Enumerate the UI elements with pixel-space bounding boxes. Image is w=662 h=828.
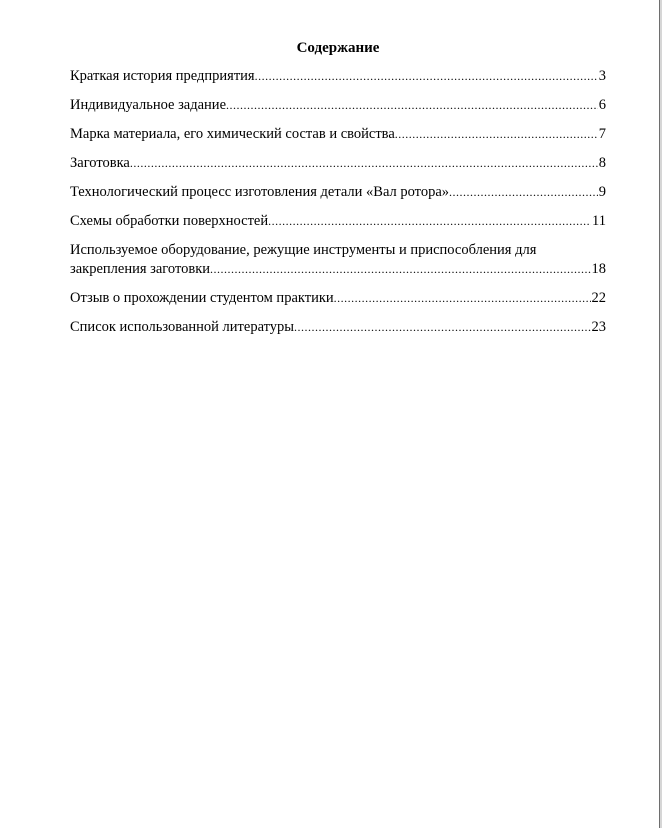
toc-entry-review <box>70 289 606 308</box>
toc-entry-title: Схемы обработки поверхностей <box>70 213 269 229</box>
toc-dot-leader <box>334 289 591 308</box>
toc-entry-title: Технологический процесс изготовления детали «Вал ротора» <box>70 184 450 200</box>
toc-entry-page: 18 <box>591 261 606 277</box>
toc-entry-page: 8 <box>598 155 606 171</box>
toc-dot-leader <box>130 154 598 173</box>
toc-entry-title: Индивидуальное задание <box>70 97 227 113</box>
page-title: Содержание <box>296 40 380 56</box>
toc-entry-page: 6 <box>598 97 606 113</box>
toc-entry-equipment <box>70 241 606 279</box>
toc-dot-leader <box>226 96 598 115</box>
toc-dot-leader <box>210 260 591 279</box>
toc-entry-page: 3 <box>598 68 606 84</box>
toc-dot-leader <box>294 318 590 337</box>
toc-dot-leader <box>395 125 598 144</box>
toc-line <box>70 318 606 337</box>
toc-entry-title: Список использованной литературы <box>70 319 295 335</box>
toc-entry-technological-process <box>70 183 606 202</box>
toc-line <box>70 125 606 144</box>
toc-line <box>70 212 606 231</box>
toc-line <box>70 67 606 86</box>
toc-entry-title: Заготовка <box>70 155 130 171</box>
toc-entry-title: Отзыв о прохождении студентом практики <box>70 290 334 306</box>
toc-dot-leader <box>449 183 598 202</box>
table-of-contents <box>70 67 606 347</box>
toc-entry-individual-task <box>70 96 606 115</box>
toc-line <box>70 260 606 279</box>
toc-entry-page: 11 <box>592 213 606 229</box>
toc-entry-material-grade <box>70 125 606 144</box>
toc-entry-blank <box>70 154 606 173</box>
toc-line <box>70 96 606 115</box>
toc-line <box>70 183 606 202</box>
toc-entry-first-line: Используемое оборудование, режущие инструменты и приспособления для <box>70 242 537 258</box>
toc-entry-page: 7 <box>598 126 606 142</box>
toc-line <box>70 154 606 173</box>
toc-entry-title: Марка материала, его химический состав и свойства <box>70 126 395 142</box>
toc-entry-page: 23 <box>591 319 606 335</box>
toc-entry-page: 9 <box>598 184 606 200</box>
toc-line <box>70 289 606 308</box>
toc-entry-references <box>70 318 606 337</box>
toc-dot-leader <box>268 212 591 231</box>
toc-entry-history <box>70 67 606 86</box>
toc-entry-title: закрепления заготовки <box>70 261 210 277</box>
toc-entry-title: Краткая история предприятия <box>70 68 255 84</box>
toc-entry-page: 22 <box>591 290 606 306</box>
toc-dot-leader <box>255 67 598 86</box>
toc-entry-surface-schemes <box>70 212 606 231</box>
